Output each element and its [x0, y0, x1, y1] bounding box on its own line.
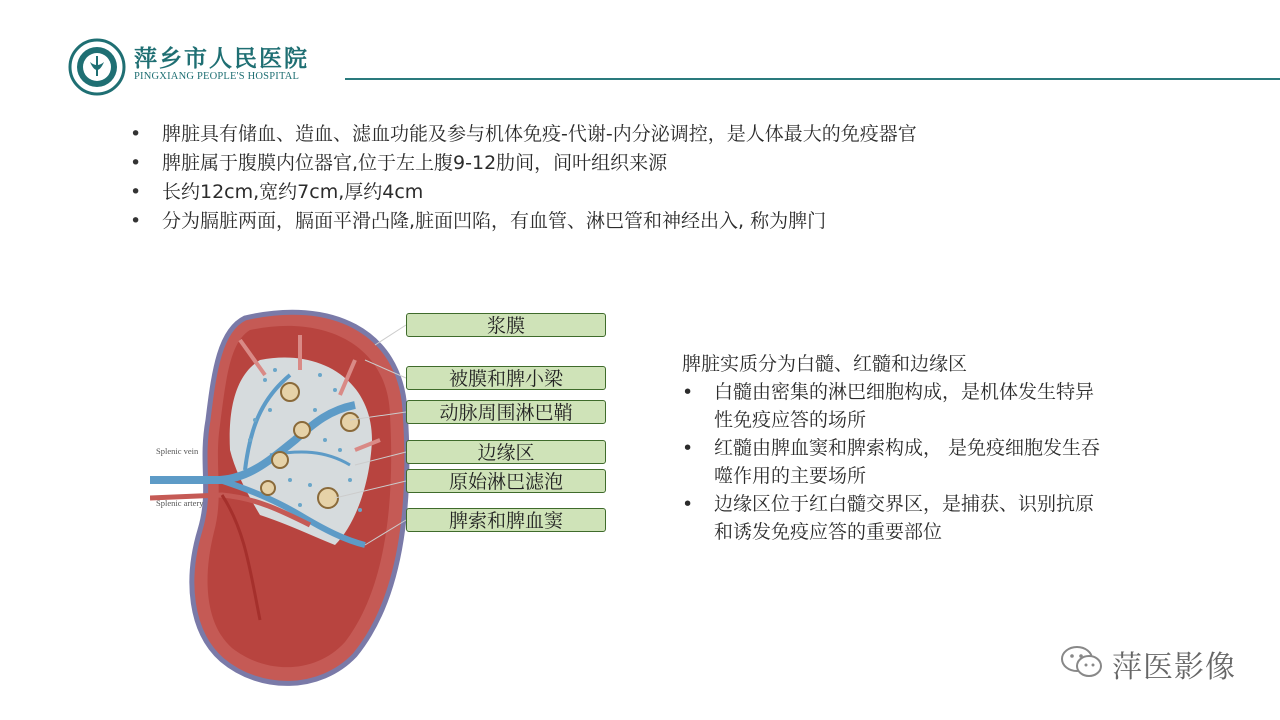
parenchyma-bullet: • 红髓由脾血窦和脾索构成， 是免疫细胞发生吞噬作用的主要场所	[682, 434, 1104, 490]
splenic-artery-label: Splenic artery	[156, 498, 204, 508]
label-serosa: 浆膜	[406, 313, 606, 337]
label-primary-lymphoid-follicle: 原始淋巴滤泡	[406, 469, 606, 493]
header-divider	[345, 78, 1280, 80]
hospital-name-english: PINGXIANG PEOPLE'S HOSPITAL	[134, 71, 300, 82]
parenchyma-bullet: • 白髓由密集的淋巴细胞构成，是机体发生特异性免疫应答的场所	[682, 378, 1104, 434]
parenchyma-bullet-list	[682, 378, 1122, 546]
label-splenic-cords-sinuses: 脾索和脾血窦	[406, 508, 606, 532]
parenchyma-bullet: • 边缘区位于红白髓交界区，是捕获、识别抗原和诱发免疫应答的重要部位	[682, 490, 1104, 546]
spleen-anatomy-figure	[150, 300, 620, 690]
spleen-illustration	[150, 300, 620, 690]
intro-bullet: • 分为膈脏两面，膈面平滑凸隆,脏面凹陷，有血管、淋巴管和神经出入, 称为脾门	[130, 207, 917, 236]
intro-bullet: • 脾脏属于腹膜内位器官,位于左上腹9-12肋间，间叶组织来源	[130, 149, 917, 178]
wechat-icon	[1060, 644, 1104, 680]
intro-bullet: • 长约12cm,宽约7cm,厚约4cm	[130, 178, 917, 207]
label-marginal-zone: 边缘区	[406, 440, 606, 464]
intro-bullet-list	[130, 120, 917, 236]
watermark-text: 萍医影像	[1112, 650, 1236, 685]
splenic-vein-label: Splenic vein	[156, 446, 199, 456]
hospital-logo-icon	[68, 38, 126, 96]
parenchyma-heading: 脾脏实质分为白髓、红髓和边缘区	[682, 353, 968, 375]
label-periarterial-lymphoid-sheath: 动脉周围淋巴鞘	[406, 400, 606, 424]
intro-bullet: • 脾脏具有储血、造血、滤血功能及参与机体免疫-代谢-内分泌调控，是人体最大的免疫器官	[130, 120, 917, 149]
hospital-name: 萍乡市人民医院	[134, 45, 309, 72]
label-capsule-trabeculae: 被膜和脾小梁	[406, 366, 606, 390]
parenchyma-description	[682, 350, 1122, 546]
